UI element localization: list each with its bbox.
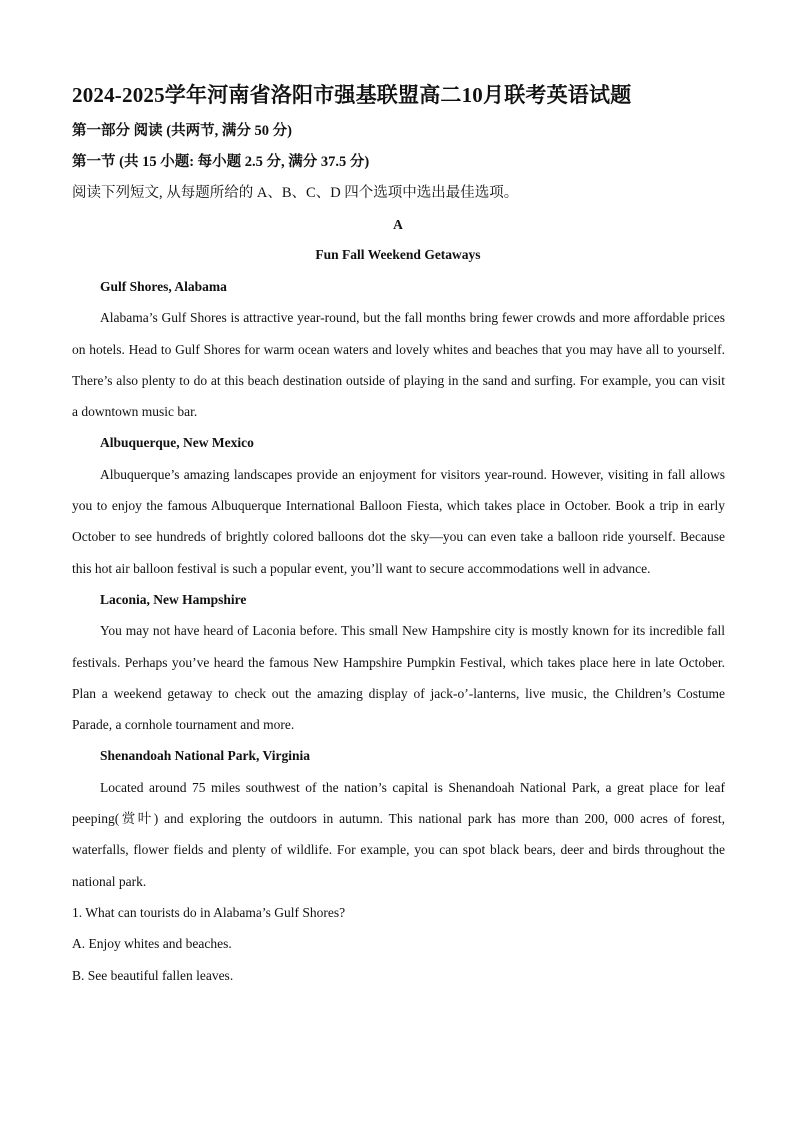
- question-option-a: A. Enjoy whites and beaches.: [72, 936, 232, 952]
- section-paragraph-gulf-shores: Alabama’s Gulf Shores is attractive year-round, but the fall months bring fewer crowds and more affordable prices on hotels. Head to Gulf Shores for warm ocean waters and lovely whites and beaches that you may have all to yourself. There’s also plenty to do at this beach destination outside of playing in the sand and surfing. For example, you can visit a downtown music bar.: [72, 310, 725, 420]
- part-heading: 第一部分 阅读 (共两节, 满分 50 分): [72, 123, 292, 139]
- passage-title: Fun Fall Weekend Getaways: [315, 247, 481, 262]
- section-heading: 第一节 (共 15 小题: 每小题 2.5 分, 满分 37.5 分): [72, 154, 370, 170]
- passage-body: [72, 271, 725, 991]
- section-heading-laconia: Laconia, New Hampshire: [100, 591, 247, 607]
- section-paragraph-shenandoah: Located around 75 miles southwest of the nation’s capital is Shenandoah National Park, a great place for leaf peeping(赏叶) and exploring the outdoors in autumn. This national park has more than 200, 000 acres of forest, waterfalls, flower fields and plenty of wildlife. For example, you can spot black bears, deer and birds throughout the national park.: [72, 779, 725, 889]
- section-heading-gulf-shores: Gulf Shores, Alabama: [100, 279, 227, 294]
- passage-label: A: [393, 217, 403, 232]
- instruction-text: 阅读下列短文, 从每题所给的 A、B、C、D 四个选项中选出最佳选项。: [72, 185, 519, 201]
- section-heading-albuquerque: Albuquerque, New Mexico: [100, 435, 254, 451]
- question-option-b: B. See beautiful fallen leaves.: [72, 967, 234, 983]
- section-paragraph-laconia: You may not have heard of Laconia before. This small New Hampshire city is mostly known for its incredible fall festivals. Perhaps you’ve heard the famous New Hampshire Pumpkin Festival, which takes place here in late October. Plan a weekend getaway to check out the amazing display of jack-o’-lanterns, live music, the Children’s Costume Parade, a cornhole tournament and more.: [72, 623, 725, 733]
- section-heading-shenandoah: Shenandoah National Park, Virginia: [100, 748, 311, 764]
- document-title: 2024-2025学年河南省洛阳市强基联盟高二10月联考英语试题: [72, 83, 632, 107]
- question-stem: 1. What can tourists do in Alabama’s Gulf Shores?: [72, 904, 346, 920]
- question-1: [72, 897, 725, 991]
- section-paragraph-albuquerque: Albuquerque’s amazing landscapes provide an enjoyment for visitors year-round. However, visiting in fall allows you to enjoy the famous Albuquerque International Balloon Fiesta, which takes place in October. Book a trip in early October to see hundreds of brightly colored balloons dot the sky—you can even take a balloon ride yourself. Because this hot air balloon festival is such a popular event, you’ll want to secure accommodations well in advance.: [72, 466, 725, 576]
